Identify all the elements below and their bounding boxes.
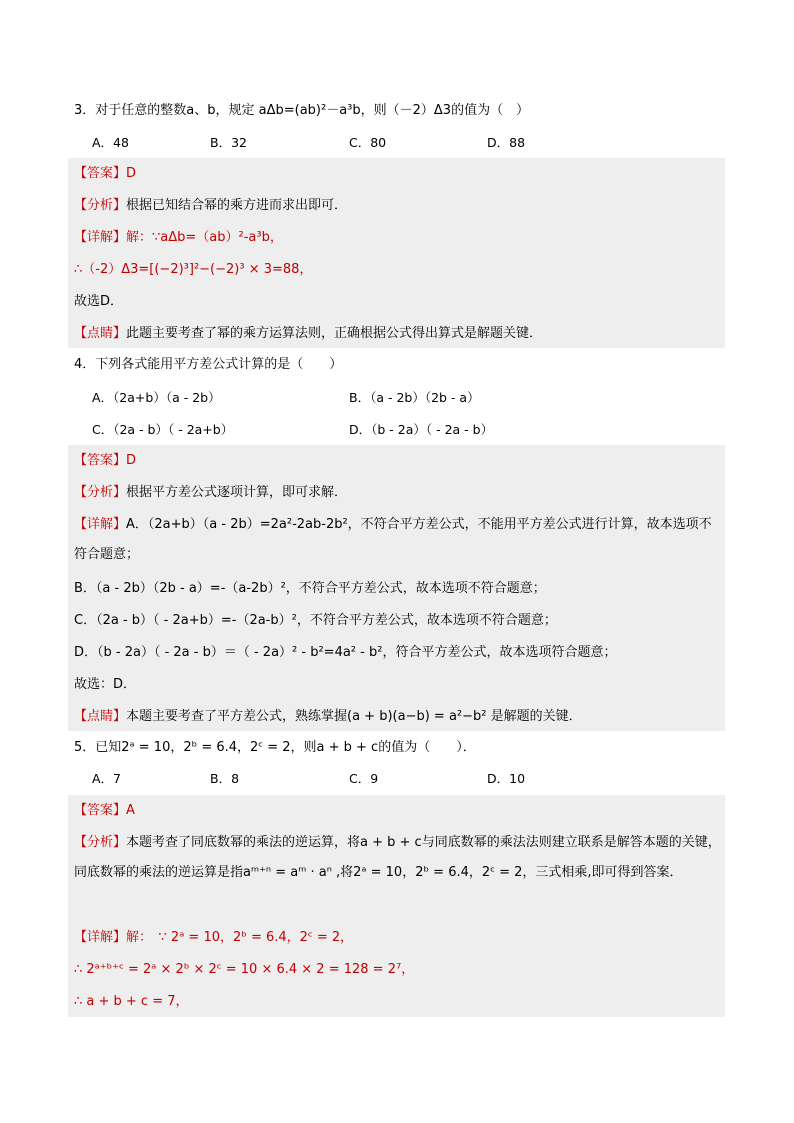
q3-answer-value: D <box>126 166 137 181</box>
q5-detail <box>74 929 353 947</box>
q4-option-c: C．（2a - b）（ - 2a+b） <box>92 422 234 437</box>
q3-number: 3． <box>74 103 96 118</box>
analysis-tag: 【分析】 <box>74 198 127 213</box>
q3-detail-1: 解：∵aΔb=（ab）²-a³b， <box>126 230 283 245</box>
q3-analysis <box>74 197 347 215</box>
detail-tag: 【详解】 <box>74 230 127 245</box>
q3-answer <box>74 165 136 183</box>
point-tag: 【点睛】 <box>74 709 127 724</box>
answer-tag: 【答案】 <box>74 166 127 181</box>
q3-detail <box>74 229 283 247</box>
q3-point-text: 此题主要考查了幂的乘方运算法则，正确根据公式得出算式是解题关键． <box>126 326 543 341</box>
q3-stem-text: 对于任意的整数a、b，规定 aΔb=(ab)²－a³b，则（－2）Δ3的值为（ ） <box>95 103 530 118</box>
q3-detail-3: 故选D． <box>74 294 124 309</box>
q5-option-b: B．8 <box>210 771 240 786</box>
q4-detail-a-block <box>74 510 722 570</box>
q3-stem <box>74 102 529 120</box>
q4-analysis-text: 根据平方差公式逐项计算，即可求解． <box>126 485 348 500</box>
q5-detail-3: ∴ a + b + c = 7， <box>74 994 189 1009</box>
q5-detail-2: ∴ 2ᵃ⁺ᵇ⁺ᶜ = 2ᵃ × 2ᵇ × 2ᶜ = 10 × 6.4 × 2 = 128 = 2⁷， <box>74 962 415 977</box>
q5-answer-value: A <box>126 803 135 818</box>
q3-option-d: D．88 <box>487 135 526 150</box>
q3-solution-panel <box>68 158 725 348</box>
q3-option-a: A．48 <box>92 135 129 150</box>
q3-detail-2: ∴（-2）Δ3=[(−2)³]²−(−2)³ × 3=88， <box>74 262 313 277</box>
q4-stem <box>74 356 342 374</box>
q5-answer <box>74 802 135 820</box>
q5-analysis <box>74 828 722 888</box>
q5-option-a: A．7 <box>92 771 122 786</box>
q3-point <box>74 325 542 343</box>
q4-point <box>74 708 582 726</box>
q4-option-a: A．（2a+b）（a - 2b） <box>92 390 221 405</box>
q4-analysis <box>74 484 347 502</box>
q4-number: 4． <box>74 357 96 372</box>
q4-detail-c: C．（2a - b）（ - 2a+b）=-（2a-b）²，不符合平方差公式，故本选项不符合题意； <box>74 613 557 628</box>
q4-point-text: 本题主要考查了平方差公式，熟练掌握(a + b)(a−b) = a²−b² 是解题的关键． <box>126 709 582 724</box>
analysis-tag: 【分析】 <box>74 835 127 850</box>
q5-stem-text: 已知2ᵃ = 10，2ᵇ = 6.4，2ᶜ = 2，则a + b + c的值为（ ）． <box>95 740 476 755</box>
q4-option-d: D．（b - 2a）（ - 2a - b） <box>349 422 494 437</box>
q5-analysis-text: 本题考查了同底数幂的乘法的逆运算，将a + b + c与同底数幂的乘法法则建立联系是解答本题的关键，同底数幂的乘法的逆运算是指aᵐ⁺ⁿ = aᵐ · aⁿ ,将2ᵃ = 10，2ᵇ = 6.4，2ᶜ = 2，三式相乘,即可得到答案． <box>74 835 721 880</box>
q3-option-c: C．80 <box>349 135 387 150</box>
q4-stem-text: 下列各式能用平方差公式计算的是（ ） <box>95 357 343 372</box>
q4-option-b: B．（a - 2b）（2b - a） <box>349 390 480 405</box>
q5-option-c: C．9 <box>349 771 379 786</box>
q3-analysis-text: 根据已知结合幂的乘方进而求出即可． <box>126 198 348 213</box>
detail-tag: 【详解】 <box>74 517 127 532</box>
q4-detail-b: B．（a - 2b）（2b - a）=-（a-2b）²，不符合平方差公式，故本选项不符合题意； <box>74 581 546 596</box>
q4-answer-value: D <box>126 453 137 468</box>
detail-tag: 【详解】 <box>74 930 127 945</box>
q5-detail-1: 解： ∵ 2ᵃ = 10，2ᵇ = 6.4，2ᶜ = 2， <box>126 930 354 945</box>
q5-number: 5． <box>74 740 96 755</box>
q4-detail-d: D．（b - 2a）（ - 2a - b）＝（ - 2a）² - b²=4a² - b²，符合平方差公式，故本选项符合题意； <box>74 645 617 660</box>
q5-stem <box>74 739 476 757</box>
q3-option-b: B．32 <box>210 135 247 150</box>
q4-answer <box>74 452 136 470</box>
answer-tag: 【答案】 <box>74 453 127 468</box>
point-tag: 【点睛】 <box>74 326 127 341</box>
analysis-tag: 【分析】 <box>74 485 127 500</box>
q5-option-d: D．10 <box>487 771 526 786</box>
q4-detail-a: A．（2a+b）（a - 2b）=2a²-2ab-2b²，不符合平方差公式，不能用平方差公式进行计算，故本选项不符合题意； <box>74 517 712 562</box>
answer-tag: 【答案】 <box>74 803 127 818</box>
q4-choose: 故选：D． <box>74 677 137 692</box>
